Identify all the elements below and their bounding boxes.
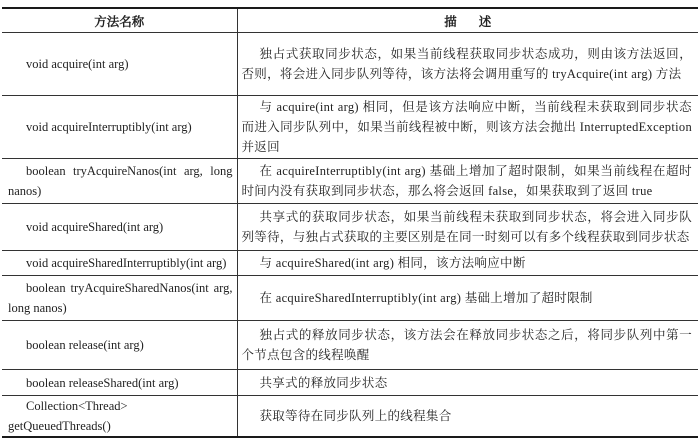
description-cell <box>237 159 698 204</box>
method-cell <box>2 204 237 251</box>
method-table <box>2 7 698 438</box>
description-cell <box>237 251 698 276</box>
table-row <box>2 276 698 321</box>
method-signature: boolean releaseShared(int arg) <box>26 375 179 390</box>
method-description: 获取等待在同步队列上的线程集合 <box>259 409 452 423</box>
table-row <box>2 96 698 159</box>
table-row <box>2 204 698 251</box>
description-cell <box>237 321 698 370</box>
method-cell <box>2 276 237 321</box>
table-row <box>2 159 698 204</box>
table-row <box>2 321 698 370</box>
method-signature: boolean tryAcquireNanos(int arg, long nanos) <box>8 164 233 198</box>
method-cell <box>2 396 237 438</box>
method-cell <box>2 33 237 96</box>
method-description: 在 acquireSharedInterruptibly(int arg) 基础上增加了超时限制 <box>259 291 593 305</box>
table-row <box>2 396 698 438</box>
method-cell <box>2 251 237 276</box>
method-description: 与 acquire(int arg) 相同，但是该方法响应中断，当前线程未获取到同步状态而进入同步队列中，如果当前线程被中断，则该方法会抛出 InterruptedException 并返回 <box>241 100 692 154</box>
method-cell <box>2 321 237 370</box>
method-signature: boolean tryAcquireSharedNanos(int arg, long nanos) <box>8 281 233 315</box>
method-description: 在 acquireInterruptibly(int arg) 基础上增加了超时限制，如果当前线程在超时时间内没有获取到同步状态，那么将会返回 false，如果获取到了返回 true <box>241 164 692 198</box>
method-signature: void acquireShared(int arg) <box>26 220 164 234</box>
table-row <box>2 370 698 396</box>
method-signature: void acquire(int arg) <box>26 57 129 71</box>
method-signature: boolean release(int arg) <box>26 338 144 352</box>
method-cell <box>2 370 237 396</box>
header-description: 描述 <box>237 8 698 33</box>
method-description: 独占式获取同步状态，如果当前线程获取同步状态成功，则由该方法返回，否则，将会进入同步队列等待，该方法将会调用重写的 tryAcquire(int arg) 方法 <box>241 47 692 81</box>
description-cell <box>237 204 698 251</box>
description-cell <box>237 370 698 396</box>
table-row <box>2 251 698 276</box>
method-description: 共享式的获取同步状态，如果当前线程未获取到同步状态，将会进入同步队列等待，与独占式获取的主要区别是在同一时刻可以有多个线程获取到同步状态 <box>241 210 692 244</box>
method-description: 与 acquireShared(int arg) 相同，该方法响应中断 <box>259 256 526 270</box>
table-header-row <box>2 8 698 33</box>
method-description: 共享式的释放同步状态 <box>259 375 388 390</box>
description-cell <box>237 96 698 159</box>
method-cell <box>2 159 237 204</box>
method-cell <box>2 96 237 159</box>
header-method-name: 方法名称 <box>2 8 237 33</box>
method-signature: void acquireSharedInterruptibly(int arg) <box>26 256 227 270</box>
table-row <box>2 33 698 96</box>
description-cell <box>237 33 698 96</box>
method-description: 独占式的释放同步状态，该方法会在释放同步状态之后，将同步队列中第一个节点包含的线程唤醒 <box>241 328 692 362</box>
method-signature: Collection<Thread> getQueuedThreads() <box>8 399 128 433</box>
description-cell <box>237 396 698 438</box>
method-signature: void acquireInterruptibly(int arg) <box>26 120 192 134</box>
description-cell <box>237 276 698 321</box>
